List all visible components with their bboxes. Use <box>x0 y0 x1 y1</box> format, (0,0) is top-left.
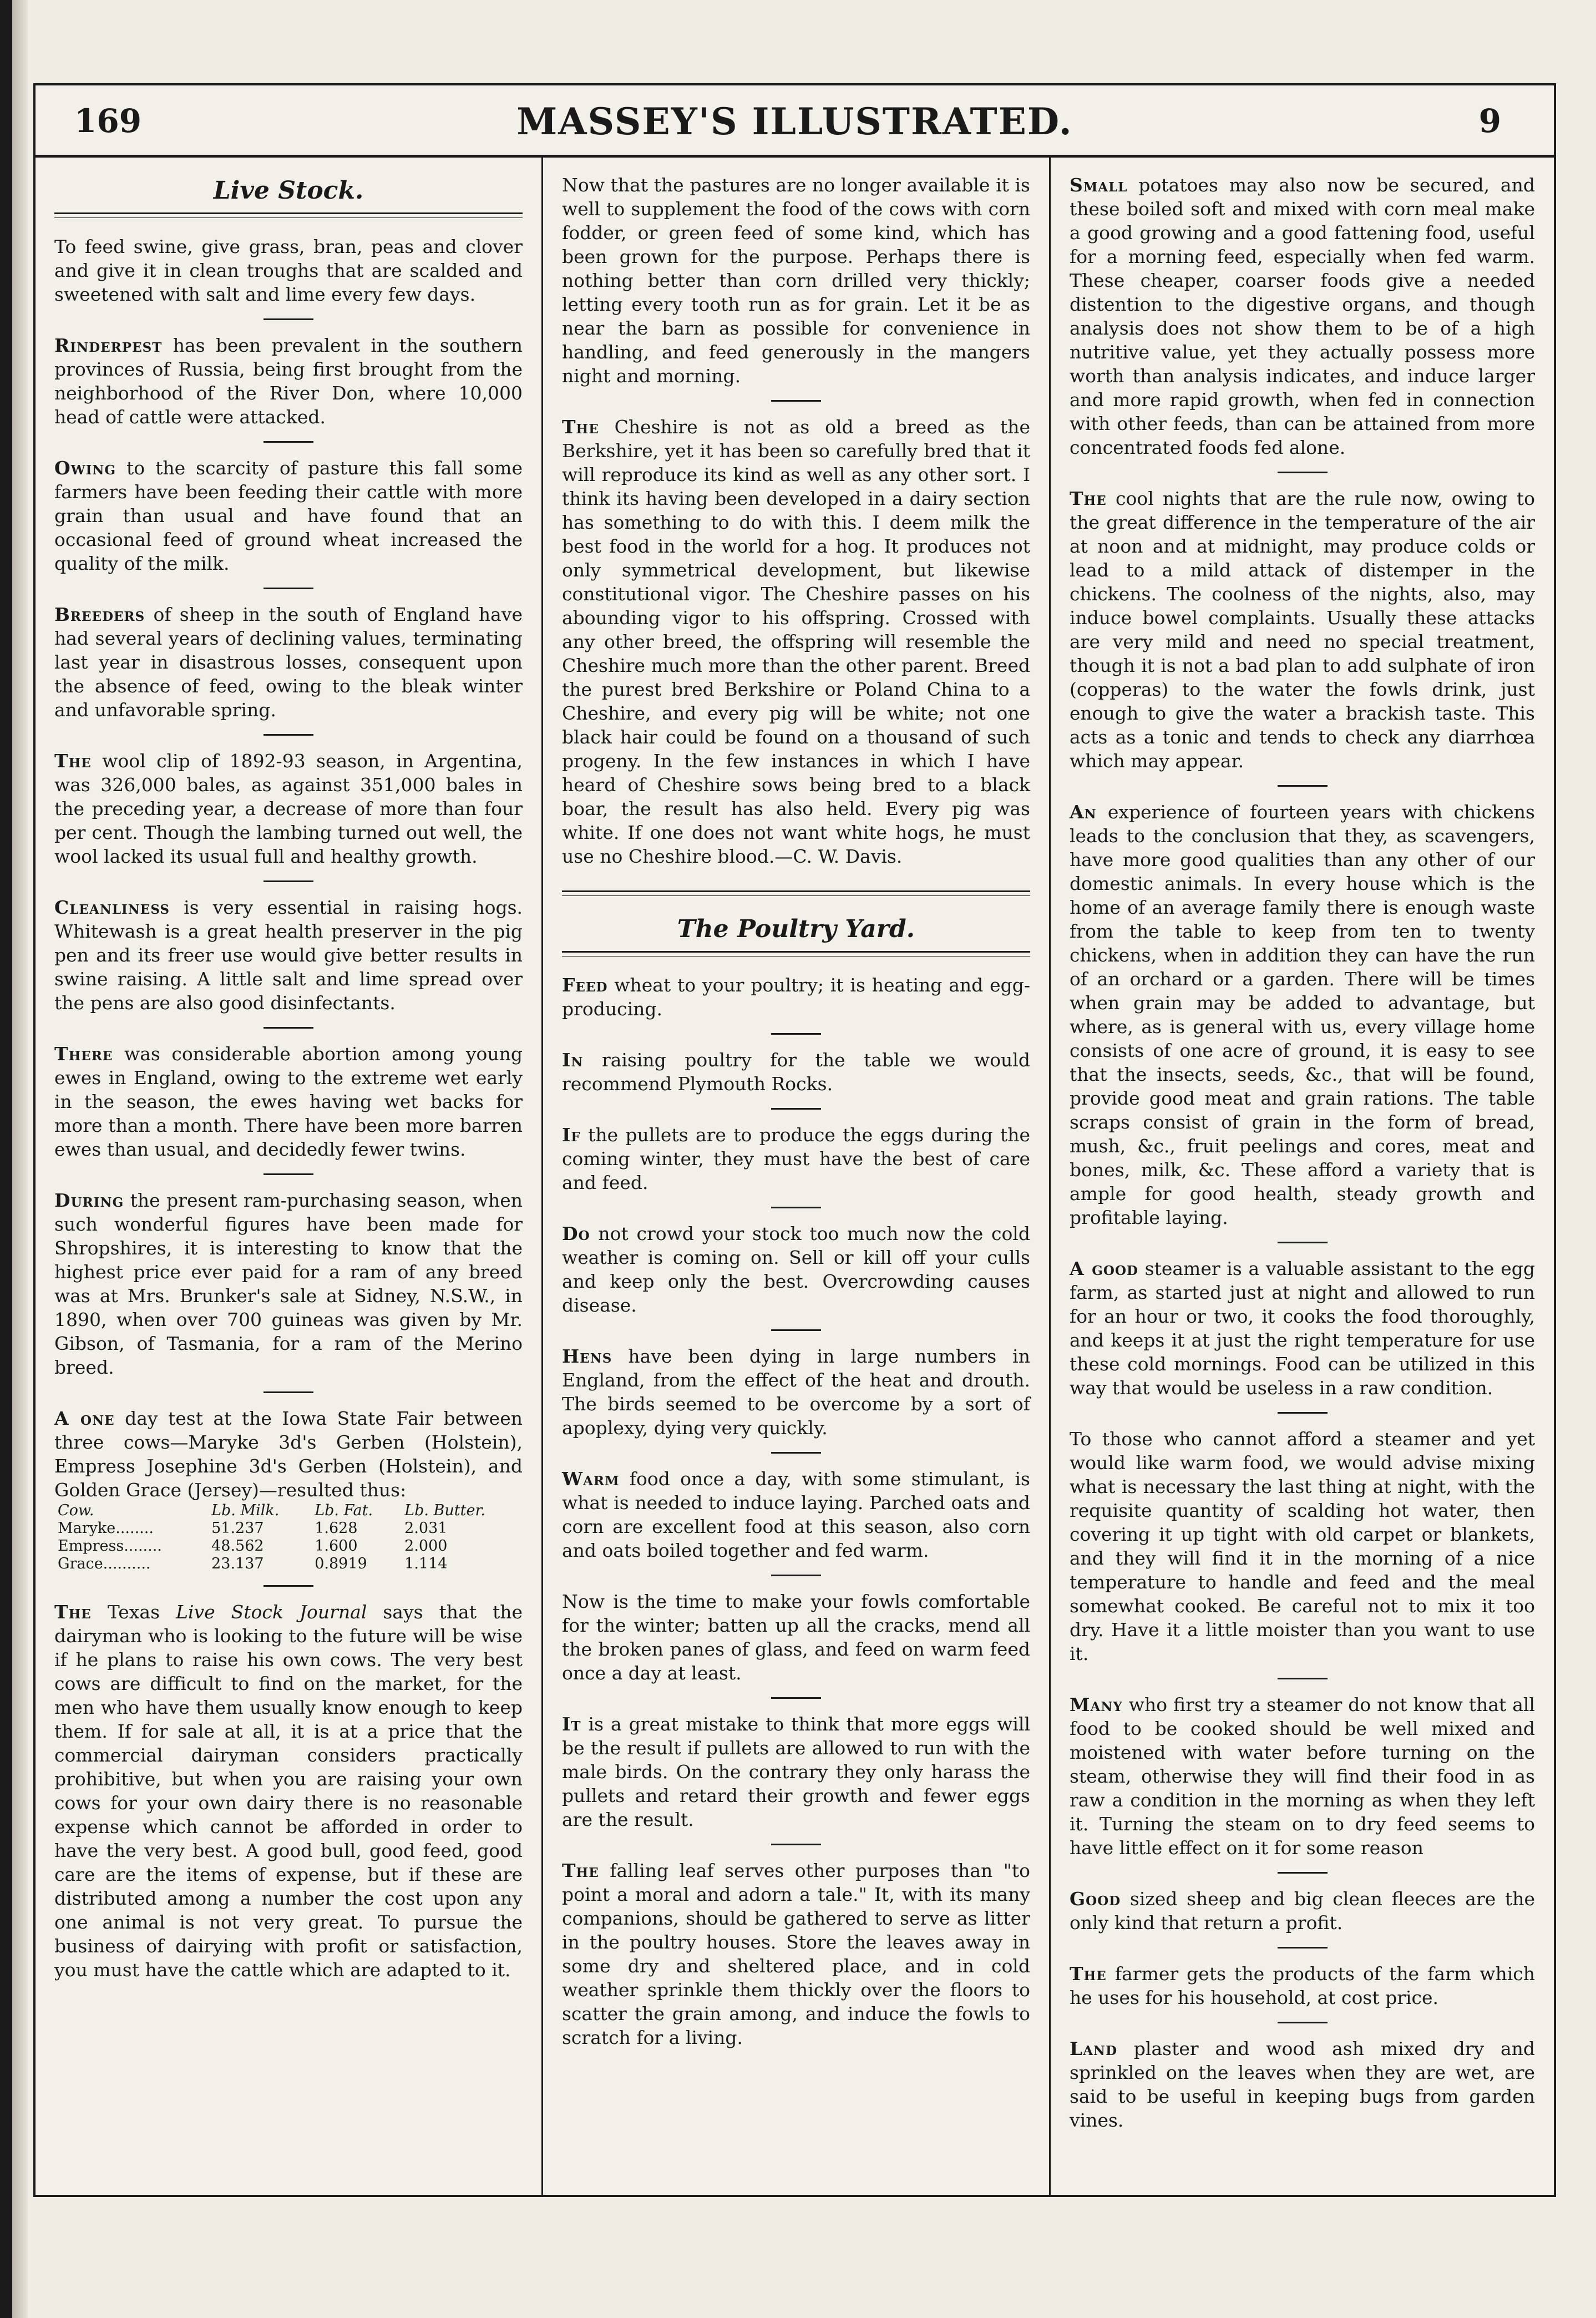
separator <box>1278 2022 1328 2023</box>
article-paragraph <box>562 173 1030 388</box>
article-text: raising poultry for the table we would recommend Plymouth Rocks. <box>562 1049 1030 1095</box>
columns <box>36 158 1554 2197</box>
article-text: was considerable abortion among young ewes in England, owing to the extreme wet early in the season, the ewes having wet backs for more than a month. There have been more barren ewes than usual, and decidedly fewer twins. <box>54 1043 523 1160</box>
separator <box>264 1173 313 1175</box>
separator <box>771 1844 821 1845</box>
article-paragraph <box>1070 173 1535 459</box>
table-cell: 51.237 <box>211 1520 264 1537</box>
section-title-poultry-yard: The Poultry Yard. <box>677 915 915 943</box>
article-paragraph <box>1070 2037 1535 2132</box>
masthead <box>36 85 1554 158</box>
table-row <box>54 1555 523 1573</box>
separator <box>1278 1947 1328 1948</box>
article-paragraph <box>562 1859 1030 2049</box>
column-2-articles <box>562 173 1030 868</box>
table-cell: Maryke........ <box>58 1520 154 1537</box>
table-cell: 23.137 <box>211 1555 264 1572</box>
table-header: Cow. <box>58 1502 94 1519</box>
article-paragraph <box>54 895 523 1015</box>
column-3 <box>1051 158 1554 2197</box>
separator <box>264 441 313 443</box>
lead-word: The <box>1070 1963 1107 1985</box>
table-cell: 48.562 <box>211 1537 264 1555</box>
separator <box>1278 1412 1328 1414</box>
lead-word: Rinderpest <box>54 335 163 356</box>
article-paragraph <box>54 456 523 575</box>
lead-word: Many <box>1070 1694 1123 1715</box>
separator <box>771 1033 821 1035</box>
lead-word: During <box>54 1190 124 1211</box>
publication-title: MASSEY'S ILLUSTRATED. <box>516 100 1073 143</box>
article-text: have been dying in large numbers in England, from the effect of the heat and drouth. The birds seemed to be overcome by a sort of apoplexy, dying very quickly. <box>562 1345 1030 1439</box>
lead-word: A good <box>1070 1258 1138 1279</box>
article-paragraph <box>54 749 523 868</box>
article-text: is a great mistake to think that more eggs will be the result if pullets are allowed to run with the male birds. On the contrary they only harass the pullets and retard their growth and fewer eggs are the result. <box>562 1713 1030 1830</box>
table-header: Lb. Milk. <box>211 1502 280 1519</box>
table-cell: 1.600 <box>315 1537 358 1555</box>
live-stock-articles <box>54 235 523 1502</box>
separator <box>264 588 313 589</box>
article-paragraph <box>562 415 1030 868</box>
lead-word: An <box>1070 801 1097 823</box>
lead-word: Cleanliness <box>54 897 170 918</box>
separator <box>771 400 821 402</box>
article-text: Now is the time to make your fowls comfortable for the winter; batten up all the cracks, mend all the broken panes of glass, and feed on warm feed once a day at least. <box>562 1591 1030 1684</box>
article-text: falling leaf serves other purposes than "to point a moral and adorn a tale." It, with its many companions, should be gathered to serve as litter in the poultry houses. Store the leaves away in some dry and sheltered place, and in cold weather sprinkle them thickly over the floors to scatter the grain among, and induce the fowls to scratch for a living. <box>562 1860 1030 2048</box>
lead-word: Small <box>1070 174 1128 196</box>
article-text: is very essential in raising hogs. Whitewash is a great health preserver in the pig pen and its freer use would give better results in swine raising. A little salt and lime spread over the pens are also good disinfectants. <box>54 897 523 1014</box>
article-text: To those who cannot afford a steamer and yet would like warm food, we would advise mixing what is necessary the last thing at night, with the requisite quantity of scalding hot water, then covering it up tight with old carpet or blankets, and they will find it in the morning of a nice temperature to handle and feed and the meal somewhat cooked. Be careful not to mix it too dry. Have it a little moister than you want to use it. <box>1070 1428 1535 1664</box>
article-text: who first try a steamer do not know that all food to be cooked should be well mixed and moistened with water before turning on the steam, otherwise they will find their food in as raw a condition in the morning as when they left it. Turning the steam on to dry feed seems to have little effect on it for some reason <box>1070 1694 1535 1859</box>
lead-word: There <box>54 1043 113 1065</box>
separator <box>771 1108 821 1110</box>
lead-word: Warm <box>562 1468 620 1490</box>
separator <box>1278 1678 1328 1679</box>
table-cell: 2.000 <box>404 1537 448 1555</box>
lead-word: The <box>562 416 599 438</box>
article-text: Now that the pastures are no longer available it is well to supplement the food of the cows with corn fodder, or green feed of some kind, which has been grown for the purpose. Perhaps there is nothing better than corn drilled very thickly; letting every tooth run as for grain. Let it be as near the barn as possible for convenience in handling, and feed generously in the mangers night and morning. <box>562 174 1030 387</box>
separator <box>1278 785 1328 787</box>
article-text: Cheshire is not as old a breed as the Berkshire, yet it has been so carefully bred that it will reproduce its kind as well as any other sort. I think its having been developed in a dairy section has something to do with this. I deem milk the best food in the world for a hog. It produces not only symmetrical development, but likewise constitutional vigor. The Cheshire passes on his abounding vigor to his offspring. Crossed with any other breed, the offspring will resemble the Cheshire much more than the other parent. Breed the purest bred Berkshire or Poland China to a Cheshire, and every pig will be white; not one black hair could be found on a thousand of such progeny. In the few instances in which I have heard of Cheshire sows being bred to a black boar, the result has also held. Every pig was white. If one does not want white hogs, he must use no Cheshire blood.—C. W. Davis. <box>562 416 1030 867</box>
journal-name: Live Stock Journal <box>175 1601 367 1623</box>
article-text: farmer gets the products of the farm which he uses for his household, at cost price. <box>1070 1963 1535 2008</box>
separator <box>264 1585 313 1587</box>
article-paragraph <box>1070 800 1535 1229</box>
article-text: wool clip of 1892-93 season, in Argentina, was 326,000 bales, as against 351,000 bales in the preceding year, a decrease of more than four per cent. Though the lambing turned out well, the wool lacked its usual full and healthy growth. <box>54 750 523 867</box>
article-text: says that the dairyman who is looking to the future will be wise if he plans to raise his own cows. The very best cows are difficult to find on the market, for the men who have them usually know enough to keep them. If for sale at all, it is at a price that the commercial dairyman considers practically prohibitive, but when you are raising your own cows for your own dairy there is no reasonable expense which cannot be afforded in order to have the very best. A good bull, good feed, good care are the items of expense, but if these are distributed among a number the cost upon any one animal is not very great. To pursue the business of dairying with profit or satisfaction, you must have the cattle which are adapted to it. <box>54 1601 523 1981</box>
lead-word: Breeders <box>54 604 145 625</box>
binding-spine <box>0 0 12 2318</box>
column-2 <box>543 158 1051 2197</box>
section-rule <box>54 212 523 218</box>
article-paragraph <box>1070 487 1535 773</box>
lead-word: It <box>562 1713 581 1735</box>
article-paragraph <box>562 1712 1030 1831</box>
article-text: Texas <box>91 1601 176 1623</box>
lead-word: The <box>562 1860 599 1881</box>
separator <box>264 880 313 882</box>
article-text: cool nights that are the rule now, owing to the great difference in the temperature of the air at noon and at midnight, may produce colds or lead to a mild attack of distemper in the chickens. The coolness of the nights, also, may induce bowel complaints. Usually these attacks are very mild and need no special treatment, though it is not a bad plan to add sulphate of iron (copperas) to the water the fowls drink, just enough to give the water a brackish taste. This acts as a tonic and tends to check any diarrhœa which may appear. <box>1070 488 1535 772</box>
separator <box>1278 472 1328 473</box>
article-text: To feed swine, give grass, bran, peas and clover and give it in clean troughs that are scalded and sweetened with salt and lime every few days. <box>54 236 523 305</box>
article-text: has been prevalent in the southern provinces of Russia, being first brought from the neighborhood of the River Don, where 10,000 head of cattle were attacked. <box>54 335 523 428</box>
article-paragraph <box>562 1222 1030 1317</box>
lead-word: Land <box>1070 2038 1118 2059</box>
table-row <box>54 1520 523 1537</box>
article-paragraph <box>1070 1887 1535 1935</box>
article-paragraph <box>54 1406 523 1502</box>
article-paragraph <box>1070 1427 1535 1666</box>
separator <box>771 1452 821 1454</box>
article-text: food once a day, with some stimulant, is what is needed to induce laying. Parched oats and corn are excellent food at this season, also corn and oats boiled together and fed warm. <box>562 1468 1030 1561</box>
article-paragraph <box>54 1042 523 1161</box>
page-number-left: 169 <box>74 102 142 140</box>
lead-word: In <box>562 1049 584 1071</box>
section-title-live-stock: Live Stock. <box>213 176 364 205</box>
lead-word: The <box>54 750 92 772</box>
column-3-articles <box>1070 173 1535 2132</box>
article-text: not crowd your stock too much now the cold weather is coming on. Sell or kill off your culls and keep only the best. Overcrowding causes disease. <box>562 1223 1030 1316</box>
separator <box>771 1697 821 1699</box>
article-text: day test at the Iowa State Fair between three cows—Maryke 3d's Gerben (Holstein), Empress Josephine 3d's Gerben (Holstein), and Golden Grace (Jersey)—resulted thus: <box>54 1408 523 1501</box>
lead-word: If <box>562 1124 581 1146</box>
article-text: of sheep in the south of England have had several years of declining values, terminating last year in disastrous losses, consequent upon the absence of feed, owing to the bleak winter and unfavorable spring. <box>54 604 523 721</box>
binding-edge <box>12 0 28 2318</box>
lead-word: The <box>54 1601 92 1623</box>
table-cell: Grace.......... <box>58 1555 151 1572</box>
article-paragraph <box>1070 1962 1535 2010</box>
separator <box>771 1575 821 1576</box>
separator <box>771 1207 821 1208</box>
poultry-yard-articles <box>562 973 1030 2049</box>
separator <box>264 734 313 736</box>
article-text: steamer is a valuable assistant to the egg farm, as started just at night and allowed to run for an hour or two, it cooks the food thoroughly, and keeps it at just the right temperature for use these cold mornings. Food can be utilized in this way that would be useless in a raw condition. <box>1070 1258 1535 1399</box>
article-paragraph <box>562 1048 1030 1096</box>
table-cell: 1.114 <box>404 1555 448 1572</box>
table-header: Lb. Butter. <box>404 1502 485 1519</box>
newspaper-page <box>33 83 1556 2197</box>
lead-word: A one <box>54 1408 115 1429</box>
separator <box>264 1391 313 1393</box>
article-text: potatoes may also now be secured, and these boiled soft and mixed with corn meal make a good growing and a good fattening food, useful for a morning feed, especially when fed warm. These cheaper, coarser foods give a needed distention to the digestive organs, and though analysis does not show them to be of a high nutritive value, yet they actually possess more worth than analysis indicates, and induce larger and more rapid growth, when fed in connection with other feeds, than can be attained from more concentrated foods fed alone. <box>1070 174 1535 458</box>
article-paragraph <box>54 1188 523 1379</box>
article-paragraph <box>54 235 523 306</box>
article-text: the present ram-purchasing season, when such wonderful figures have been made for Shropshires, it is interesting to know that the highest price ever paid for a ram of any breed was at Mrs. Brunker's sale at Sidney, N.S.W., in 1890, when over 700 guineas was given by Mr. Gibson, of Tasmania, for a ram of the Merino breed. <box>54 1190 523 1378</box>
separator <box>771 1329 821 1331</box>
article-text: experience of fourteen years with chickens leads to the conclusion that they, as scavengers, have more good qualities than any other of our domestic animals. In every house which is the home of an average family there is enough waste from the table to keep from ten to twenty chickens, when in addition they can have the run of an orchard or a garden. There will be times when grain may be added to advantage, but where, as is general with us, every village home consists of one acre of ground, it is easy to see that the insects, seeds, &c., that will be found, provide good meat and grain rations. The table scraps consist of grain in the form of bread, mush, &c., fruit peelings and cores, meat and bones, milk, &c. These afford a variety that is ample for good health, steady growth and profitable laying. <box>1070 801 1535 1228</box>
lead-word: Do <box>562 1223 590 1244</box>
lead-word: Good <box>1070 1888 1121 1910</box>
article-paragraph <box>1070 1693 1535 1860</box>
article-text: sized sheep and big clean fleeces are the only kind that return a profit. <box>1070 1888 1535 1934</box>
table-cell: 0.8919 <box>315 1555 367 1572</box>
article-text: wheat to your poultry; it is heating and egg-producing. <box>562 974 1030 1020</box>
article-paragraph <box>562 1123 1030 1195</box>
article-paragraph <box>562 1590 1030 1685</box>
article-paragraph <box>54 333 523 429</box>
article-paragraph <box>1070 1257 1535 1400</box>
table-cell: 2.031 <box>404 1520 448 1537</box>
separator <box>1278 1242 1328 1243</box>
article-text: plaster and wood ash mixed dry and sprinkled on the leaves when they are wet, are said to be useful in keeping bugs from garden vines. <box>1070 2038 1535 2131</box>
table-cell: 1.628 <box>315 1520 358 1537</box>
article-paragraph <box>562 973 1030 1021</box>
section-rule <box>562 890 1030 896</box>
article-paragraph <box>54 603 523 722</box>
lead-word: Feed <box>562 974 608 996</box>
section-rule <box>562 951 1030 956</box>
article-text: the pullets are to produce the eggs during the coming winter, they must have the best of care and feed. <box>562 1124 1030 1193</box>
lead-word: The <box>1070 488 1107 509</box>
lead-word: Hens <box>562 1345 612 1367</box>
page-number-right: 9 <box>1478 102 1501 140</box>
column-1 <box>36 158 543 2197</box>
separator <box>1278 1872 1328 1874</box>
lead-word: Owing <box>54 457 116 479</box>
article-text: to the scarcity of pasture this fall some farmers have been feeding their cattle with more grain than usual and have found that an occasional feed of ground wheat increased the quality of the milk. <box>54 457 523 574</box>
milk-test-table <box>54 1502 523 1573</box>
article-paragraph <box>54 1600 523 1982</box>
table-header: Lb. Fat. <box>315 1502 373 1519</box>
table-cell: Empress........ <box>58 1537 162 1555</box>
article-paragraph <box>562 1344 1030 1440</box>
separator <box>264 318 313 320</box>
article-paragraph <box>562 1467 1030 1562</box>
table-row <box>54 1537 523 1555</box>
separator <box>264 1027 313 1029</box>
